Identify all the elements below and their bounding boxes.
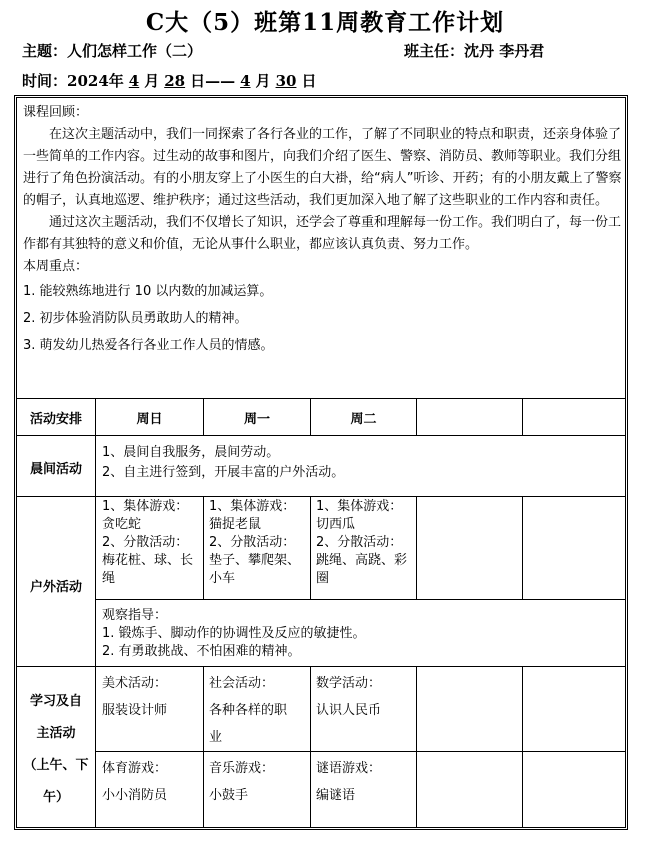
divider [522,666,523,827]
study-label-line: 主活动 [36,726,76,741]
outdoor-line: 跳绳、高跷、彩 [316,553,408,568]
observation-guidance [102,607,617,661]
theme-value: 人们怎样工作（二） [67,42,203,60]
focus-heading: 本周重点： [23,259,89,274]
teacher-label: 班主任： [404,42,465,60]
study-title: 社会活动： [209,676,275,691]
morning-line: 2、自主进行签到，开展丰富的户外活动。 [102,465,345,480]
time-month-unit: 月 [144,72,160,90]
study-title: 音乐游戏： [209,761,275,776]
divider [95,751,625,752]
study-label-line: 学习及自 [29,694,82,709]
plan-table [14,95,628,830]
study-title: 数学活动： [316,676,382,691]
outdoor-line: 1、集体游戏： [102,499,189,514]
study-label [17,686,95,814]
study-title: 美术活动： [102,676,168,691]
outdoor-line: 绳 [102,571,116,586]
day-header: 周日 [136,412,163,427]
focus-item: 1. 能较熟练地进行 10 以内数的加减运算。 [23,284,273,299]
day-header: 周二 [350,412,377,427]
divider [17,398,625,399]
study-math [316,670,416,724]
outdoor-label: 户外活动 [29,580,82,595]
time-label: 时间： [22,72,68,90]
divider [95,398,96,827]
study-content: 各种各样的职 [209,703,288,718]
time-month-start: 4 [128,72,140,90]
divider [310,666,311,827]
study-content: 小鼓手 [209,788,249,803]
outdoor-line: 切西瓜 [316,517,356,532]
study-title: 体育游戏： [102,761,168,776]
study-art [102,670,202,724]
time-month-end: 4 [240,72,251,90]
study-music [209,755,309,809]
observe-line: 2. 有勇敢挑战、不怕困难的精神。 [102,644,301,659]
outdoor-line: 2、分散活动： [209,535,296,550]
morning-line: 1、晨间自我服务，晨间劳动。 [102,445,280,460]
study-content: 小小消防员 [102,788,168,803]
teacher-value: 沈丹 李丹君 [464,42,545,60]
time-day-unit: 日—— [190,72,236,90]
study-label-line: （上午、下 [23,758,89,773]
outdoor-day-monday [209,498,309,588]
outdoor-line: 垫子、攀爬架、 [209,553,301,568]
study-title: 谜语游戏： [316,761,382,776]
study-social [209,670,309,751]
divider [17,666,625,667]
review-paragraph-1: 在这次主题活动中，我们一同探索了各行各业的工作，了解了不同职业的特点和职责，还亲身体验了一些简单的工作内容。过生动的故事和图片，向我们介绍了医生、警察、消防员、教师等职业。我们分组进行了角色扮演活动。有的小朋友穿上了小医生的白大褂，给“病人”听诊、开药；有的小朋友戴上了警察的帽子，认真地巡逻、维护秩序；通过这些活动，我们更加深入地了解了这些职业的工作内容和责任。 [23,127,622,208]
activity-header: 活动安排 [29,412,82,427]
outdoor-day-tuesday [316,498,416,588]
time-day-start: 28 [164,72,186,90]
observe-line: 1. 锻炼手、脚动作的协调性及反应的敏捷性。 [102,626,366,641]
outdoor-line: 猫捉老鼠 [209,517,262,532]
divider [95,599,625,600]
study-content: 业 [209,730,223,745]
outdoor-line: 小车 [209,571,236,586]
outdoor-line: 梅花桩、球、长 [102,553,194,568]
review-paragraph-2: 通过这次主题活动，我们不仅增长了知识，还学会了尊重和理解每一份工作。我们明白了，每一份工作都有其独特的意义和价值，无论从事什么职业，都应该认真负责、努力工作。 [23,215,622,252]
divider [17,435,625,436]
outdoor-line: 1、集体游戏： [316,499,403,514]
study-content: 认识人民币 [316,703,382,718]
outdoor-line: 2、分散活动： [102,535,189,550]
time-day-unit-2: 日 [301,72,317,90]
outdoor-line: 1、集体游戏： [209,499,296,514]
day-header: 周一 [243,412,270,427]
outdoor-line: 圈 [316,571,330,586]
divider [416,398,417,435]
time-day-end: 30 [275,72,297,90]
divider [203,666,204,827]
study-label-line: 午） [42,790,69,805]
outdoor-line: 贪吃蛇 [102,517,142,532]
divider [522,398,523,435]
divider [416,666,417,827]
study-content: 服装设计师 [102,703,168,718]
review-heading: 课程回顾： [23,105,89,120]
focus-item: 3. 萌发幼儿热爱各行各业工作人员的情感。 [23,338,274,353]
outdoor-line: 2、分散活动： [316,535,403,550]
time-year: 2024年 [67,72,124,90]
theme [22,40,202,61]
observe-heading: 观察指导： [102,608,168,623]
study-riddle [316,755,416,809]
page-title: C大（5）班第11周教育工作计划 [145,9,505,36]
outdoor-day-sunday [102,498,202,588]
divider [203,496,204,599]
study-content: 编谜语 [316,788,356,803]
divider [416,496,417,599]
time-month-unit-2: 月 [255,72,271,90]
theme-label: 主题： [22,42,68,60]
morning-activities [102,443,602,483]
divider [17,496,625,497]
study-pe [102,755,202,809]
date-range [22,70,316,91]
teacher [404,40,544,61]
divider [310,496,311,599]
focus-item: 2. 初步体验消防队员勇敢助人的精神。 [23,311,248,326]
divider [522,496,523,599]
morning-label: 晨间活动 [29,462,82,477]
review-section [23,102,623,359]
